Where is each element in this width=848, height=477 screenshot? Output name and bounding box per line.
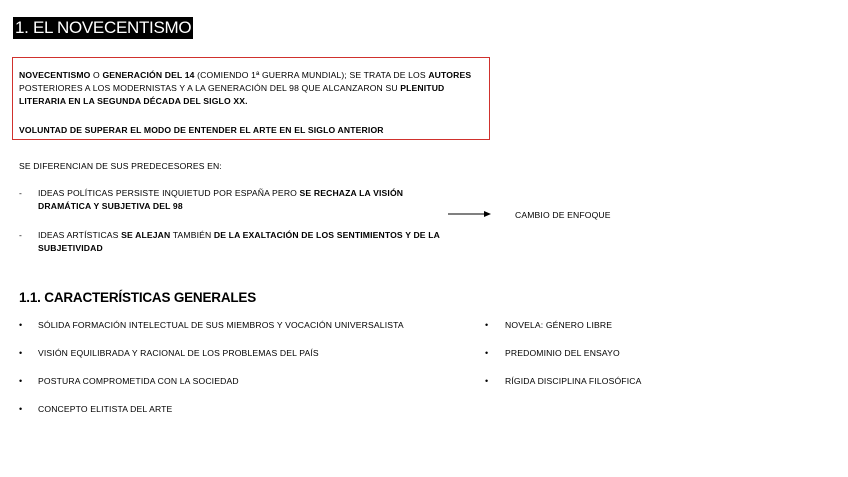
bullet-item: VISIÓN EQUILIBRADA Y RACIONAL DE LOS PROBLEMAS DEL PAÍS bbox=[38, 348, 319, 358]
text-run: DE LA EXALTACIÓN DE LOS SENTIMIENTOS Y DE LA SUBJETIVIDAD bbox=[38, 230, 440, 253]
bullet-item: RÍGIDA DISCIPLINA FILOSÓFICA bbox=[505, 376, 642, 386]
bullet-icon: • bbox=[485, 320, 489, 330]
text-run: O bbox=[90, 70, 103, 80]
bullet-icon: • bbox=[485, 376, 489, 386]
bullet-item: NOVELA: GÉNERO LIBRE bbox=[505, 320, 613, 330]
bullet-icon: • bbox=[19, 348, 23, 358]
arrow-label: CAMBIO DE ENFOQUE bbox=[515, 210, 611, 220]
text-run: PLENITUD LITERARIA EN LA SEGUNDA DÉCADA DEL SIGLO XX. bbox=[19, 83, 445, 106]
section-title: 1.1. CARACTERÍSTICAS GENERALES bbox=[19, 290, 257, 305]
dash-marker: - bbox=[19, 230, 23, 240]
text-run: TAMBIÉN bbox=[170, 230, 214, 240]
bullet-icon: • bbox=[19, 376, 23, 386]
text-run: POSTERIORES A LOS MODERNISTAS Y A LA GENERACIÓN DEL 98 QUE ALCANZARON SU bbox=[19, 83, 401, 93]
text-run: GENERACIÓN DEL 14 bbox=[102, 70, 195, 80]
definition-paragraph bbox=[19, 69, 479, 108]
dash-marker: - bbox=[19, 188, 23, 198]
text-run: IDEAS ARTÍSTICAS bbox=[38, 230, 122, 240]
bullet-icon: • bbox=[19, 404, 23, 414]
dash-item-artistic bbox=[38, 229, 443, 255]
text-run: SE RECHAZA LA VISIÓN DRAMÁTICA Y SUBJETIVA DEL 98 bbox=[38, 188, 404, 211]
bullet-item: POSTURA COMPROMETIDA CON LA SOCIEDAD bbox=[38, 376, 239, 386]
will-paragraph: VOLUNTAD DE SUPERAR EL MODO DE ENTENDER EL ARTE EN EL SIGLO ANTERIOR bbox=[19, 125, 384, 135]
text-run: NOVECENTISMO bbox=[19, 70, 91, 80]
text-run: SE ALEJAN bbox=[121, 230, 171, 240]
right-arrow-icon bbox=[448, 208, 492, 220]
intro-text: SE DIFERENCIAN DE SUS PREDECESORES EN: bbox=[19, 161, 222, 171]
bullet-icon: • bbox=[485, 348, 489, 358]
dash-item-political bbox=[38, 187, 443, 213]
text-run: (COMIENDO 1ª GUERRA MUNDIAL); SE TRATA DE LOS bbox=[194, 70, 429, 80]
bullet-item: SÓLIDA FORMACIÓN INTELECTUAL DE SUS MIEMBROS Y VOCACIÓN UNIVERSALISTA bbox=[38, 320, 404, 330]
text-run: IDEAS POLÍTICAS PERSISTE INQUIETUD POR ESPAÑA PERO bbox=[38, 188, 300, 198]
bullet-item: PREDOMINIO DEL ENSAYO bbox=[505, 348, 620, 358]
bullet-icon: • bbox=[19, 320, 23, 330]
page-title: 1. EL NOVECENTISMO bbox=[15, 18, 192, 37]
bullet-item: CONCEPTO ELITISTA DEL ARTE bbox=[38, 404, 173, 414]
text-run: AUTORES bbox=[428, 70, 472, 80]
